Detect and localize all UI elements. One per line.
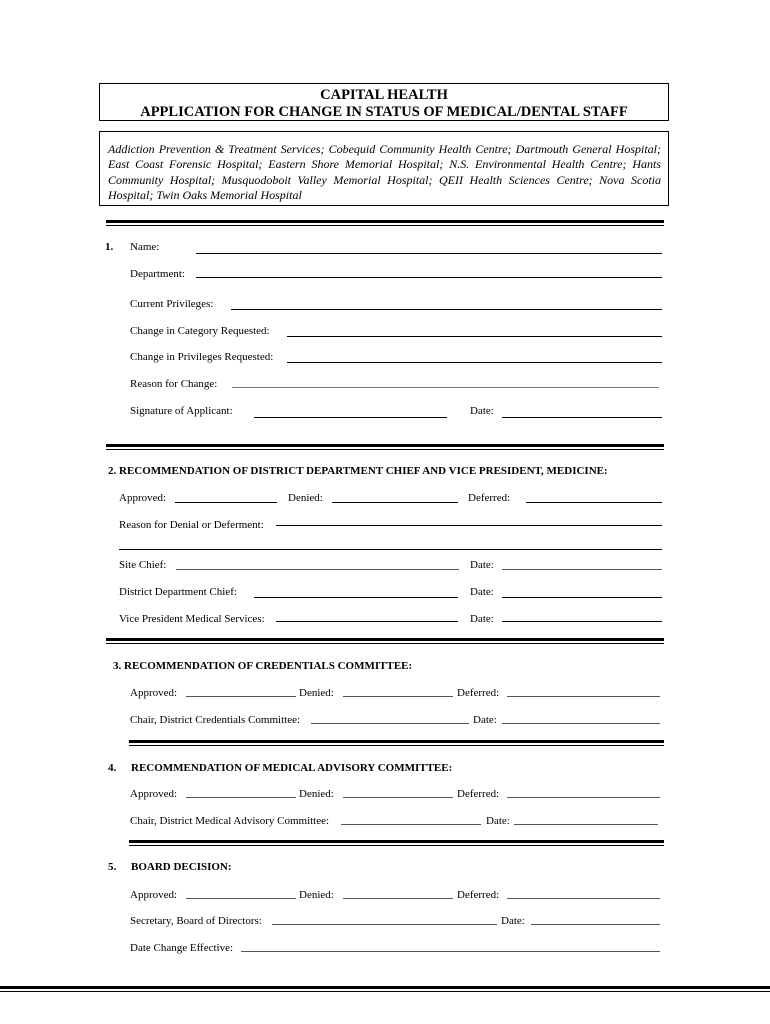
section-3-heading: 3. RECOMMENDATION OF CREDENTIALS COMMITTEE: <box>113 660 413 672</box>
change-category-field[interactable] <box>287 336 662 337</box>
form-subtitle: APPLICATION FOR CHANGE IN STATUS OF MEDICAL/DENTAL STAFF <box>140 104 628 120</box>
s3-chair-field[interactable] <box>311 723 469 724</box>
s5-denied-field[interactable] <box>343 898 453 899</box>
site-chief-date-label: Date: <box>470 559 494 571</box>
s5-deferred-label: Deferred: <box>457 889 500 901</box>
s5-approved-label: Approved: <box>130 889 178 901</box>
s2-reason-field-2[interactable] <box>119 549 662 550</box>
s2-denied-label: Denied: <box>288 492 323 504</box>
district-chief-date-field[interactable] <box>502 597 662 598</box>
section-5-number: 5. <box>108 861 117 873</box>
section-1-number: 1. <box>105 241 114 253</box>
s2-deferred-field[interactable] <box>526 502 662 503</box>
vp-date-field[interactable] <box>502 621 662 622</box>
s5-denied-label: Denied: <box>299 889 334 901</box>
s4-date-field[interactable] <box>514 824 658 825</box>
divider <box>106 220 664 223</box>
s4-date-label: Date: <box>486 815 510 827</box>
s2-approved-label: Approved: <box>119 492 167 504</box>
vp-field[interactable] <box>276 621 458 622</box>
s4-chair-label: Chair, District Medical Advisory Committee: <box>130 815 330 827</box>
site-chief-field[interactable] <box>176 569 459 570</box>
s2-approved-field[interactable] <box>175 502 277 503</box>
section-4-number: 4. <box>108 762 117 774</box>
section-5-heading: BOARD DECISION: <box>131 861 232 873</box>
district-chief-field[interactable] <box>254 597 458 598</box>
bottom-divider <box>0 991 770 992</box>
facilities-list: Addiction Prevention & Treatment Services; Cobequid Community Health Centre; Dartmouth General Hospital; East Coast Forensic Hospital; Eastern Shore Memorial Hospital; N.S. Environmental Health Centre; Hants Community Hospital; Musquodoboit Valley Memorial Hospital; QEII Health Sciences Centre; Nova Scotia Hospital; Twin Oaks Memorial Hospital <box>99 131 669 206</box>
s5-approved-field[interactable] <box>186 898 296 899</box>
current-privileges-field[interactable] <box>231 309 662 310</box>
name-label: Name: <box>130 241 160 253</box>
section-2-heading: 2. RECOMMENDATION OF DISTRICT DEPARTMENT CHIEF AND VICE PRESIDENT, MEDICINE: <box>108 465 608 477</box>
signature-date-label: Date: <box>470 405 494 417</box>
s3-denied-field[interactable] <box>343 696 453 697</box>
s3-date-label: Date: <box>473 714 497 726</box>
s5-secretary-field[interactable] <box>272 924 497 925</box>
reason-change-field[interactable] <box>232 387 659 388</box>
change-privileges-label: Change in Privileges Requested: <box>130 351 274 363</box>
signature-date-field[interactable] <box>502 417 662 418</box>
s3-deferred-label: Deferred: <box>457 687 500 699</box>
s5-effective-label: Date Change Effective: <box>130 942 234 954</box>
section-4-heading: RECOMMENDATION OF MEDICAL ADVISORY COMMITTEE: <box>131 762 453 774</box>
reason-change-label: Reason for Change: <box>130 378 218 390</box>
divider <box>106 444 664 447</box>
s3-deferred-field[interactable] <box>507 696 660 697</box>
s5-secretary-label: Secretary, Board of Directors: <box>130 915 262 927</box>
s4-chair-field[interactable] <box>341 824 481 825</box>
change-category-label: Change in Category Requested: <box>130 325 270 337</box>
s5-effective-field[interactable] <box>241 951 660 952</box>
divider <box>129 845 664 846</box>
s5-date-label: Date: <box>501 915 525 927</box>
s5-deferred-field[interactable] <box>507 898 660 899</box>
divider <box>106 643 664 644</box>
vp-label: Vice President Medical Services: <box>119 613 265 625</box>
site-chief-label: Site Chief: <box>119 559 167 571</box>
change-privileges-field[interactable] <box>287 362 662 363</box>
divider <box>129 740 664 743</box>
s4-denied-label: Denied: <box>299 788 334 800</box>
s2-reason-field[interactable] <box>276 525 662 526</box>
s4-deferred-field[interactable] <box>507 797 660 798</box>
s2-reason-label: Reason for Denial or Deferment: <box>119 519 264 531</box>
department-label: Department: <box>130 268 185 280</box>
form-title: CAPITAL HEALTH <box>320 87 448 103</box>
s4-deferred-label: Deferred: <box>457 788 500 800</box>
name-field[interactable] <box>196 253 662 254</box>
current-privileges-label: Current Privileges: <box>130 298 214 310</box>
s4-approved-field[interactable] <box>186 797 296 798</box>
s2-deferred-label: Deferred: <box>468 492 511 504</box>
divider <box>129 840 664 843</box>
s4-approved-label: Approved: <box>130 788 178 800</box>
divider <box>106 638 664 641</box>
s3-chair-label: Chair, District Credentials Committee: <box>130 714 301 726</box>
divider <box>129 745 664 746</box>
district-chief-label: District Department Chief: <box>119 586 237 598</box>
district-chief-date-label: Date: <box>470 586 494 598</box>
site-chief-date-field[interactable] <box>502 569 662 570</box>
s5-date-field[interactable] <box>531 924 660 925</box>
signature-field[interactable] <box>254 417 447 418</box>
s3-approved-label: Approved: <box>130 687 178 699</box>
s3-date-field[interactable] <box>502 723 660 724</box>
s3-approved-field[interactable] <box>186 696 296 697</box>
divider <box>106 449 664 450</box>
vp-date-label: Date: <box>470 613 494 625</box>
divider <box>106 225 664 226</box>
bottom-divider <box>0 986 770 989</box>
s4-denied-field[interactable] <box>343 797 453 798</box>
s2-denied-field[interactable] <box>332 502 458 503</box>
form-header <box>99 83 669 121</box>
s3-denied-label: Denied: <box>299 687 334 699</box>
signature-label: Signature of Applicant: <box>130 405 233 417</box>
department-field[interactable] <box>196 277 662 278</box>
